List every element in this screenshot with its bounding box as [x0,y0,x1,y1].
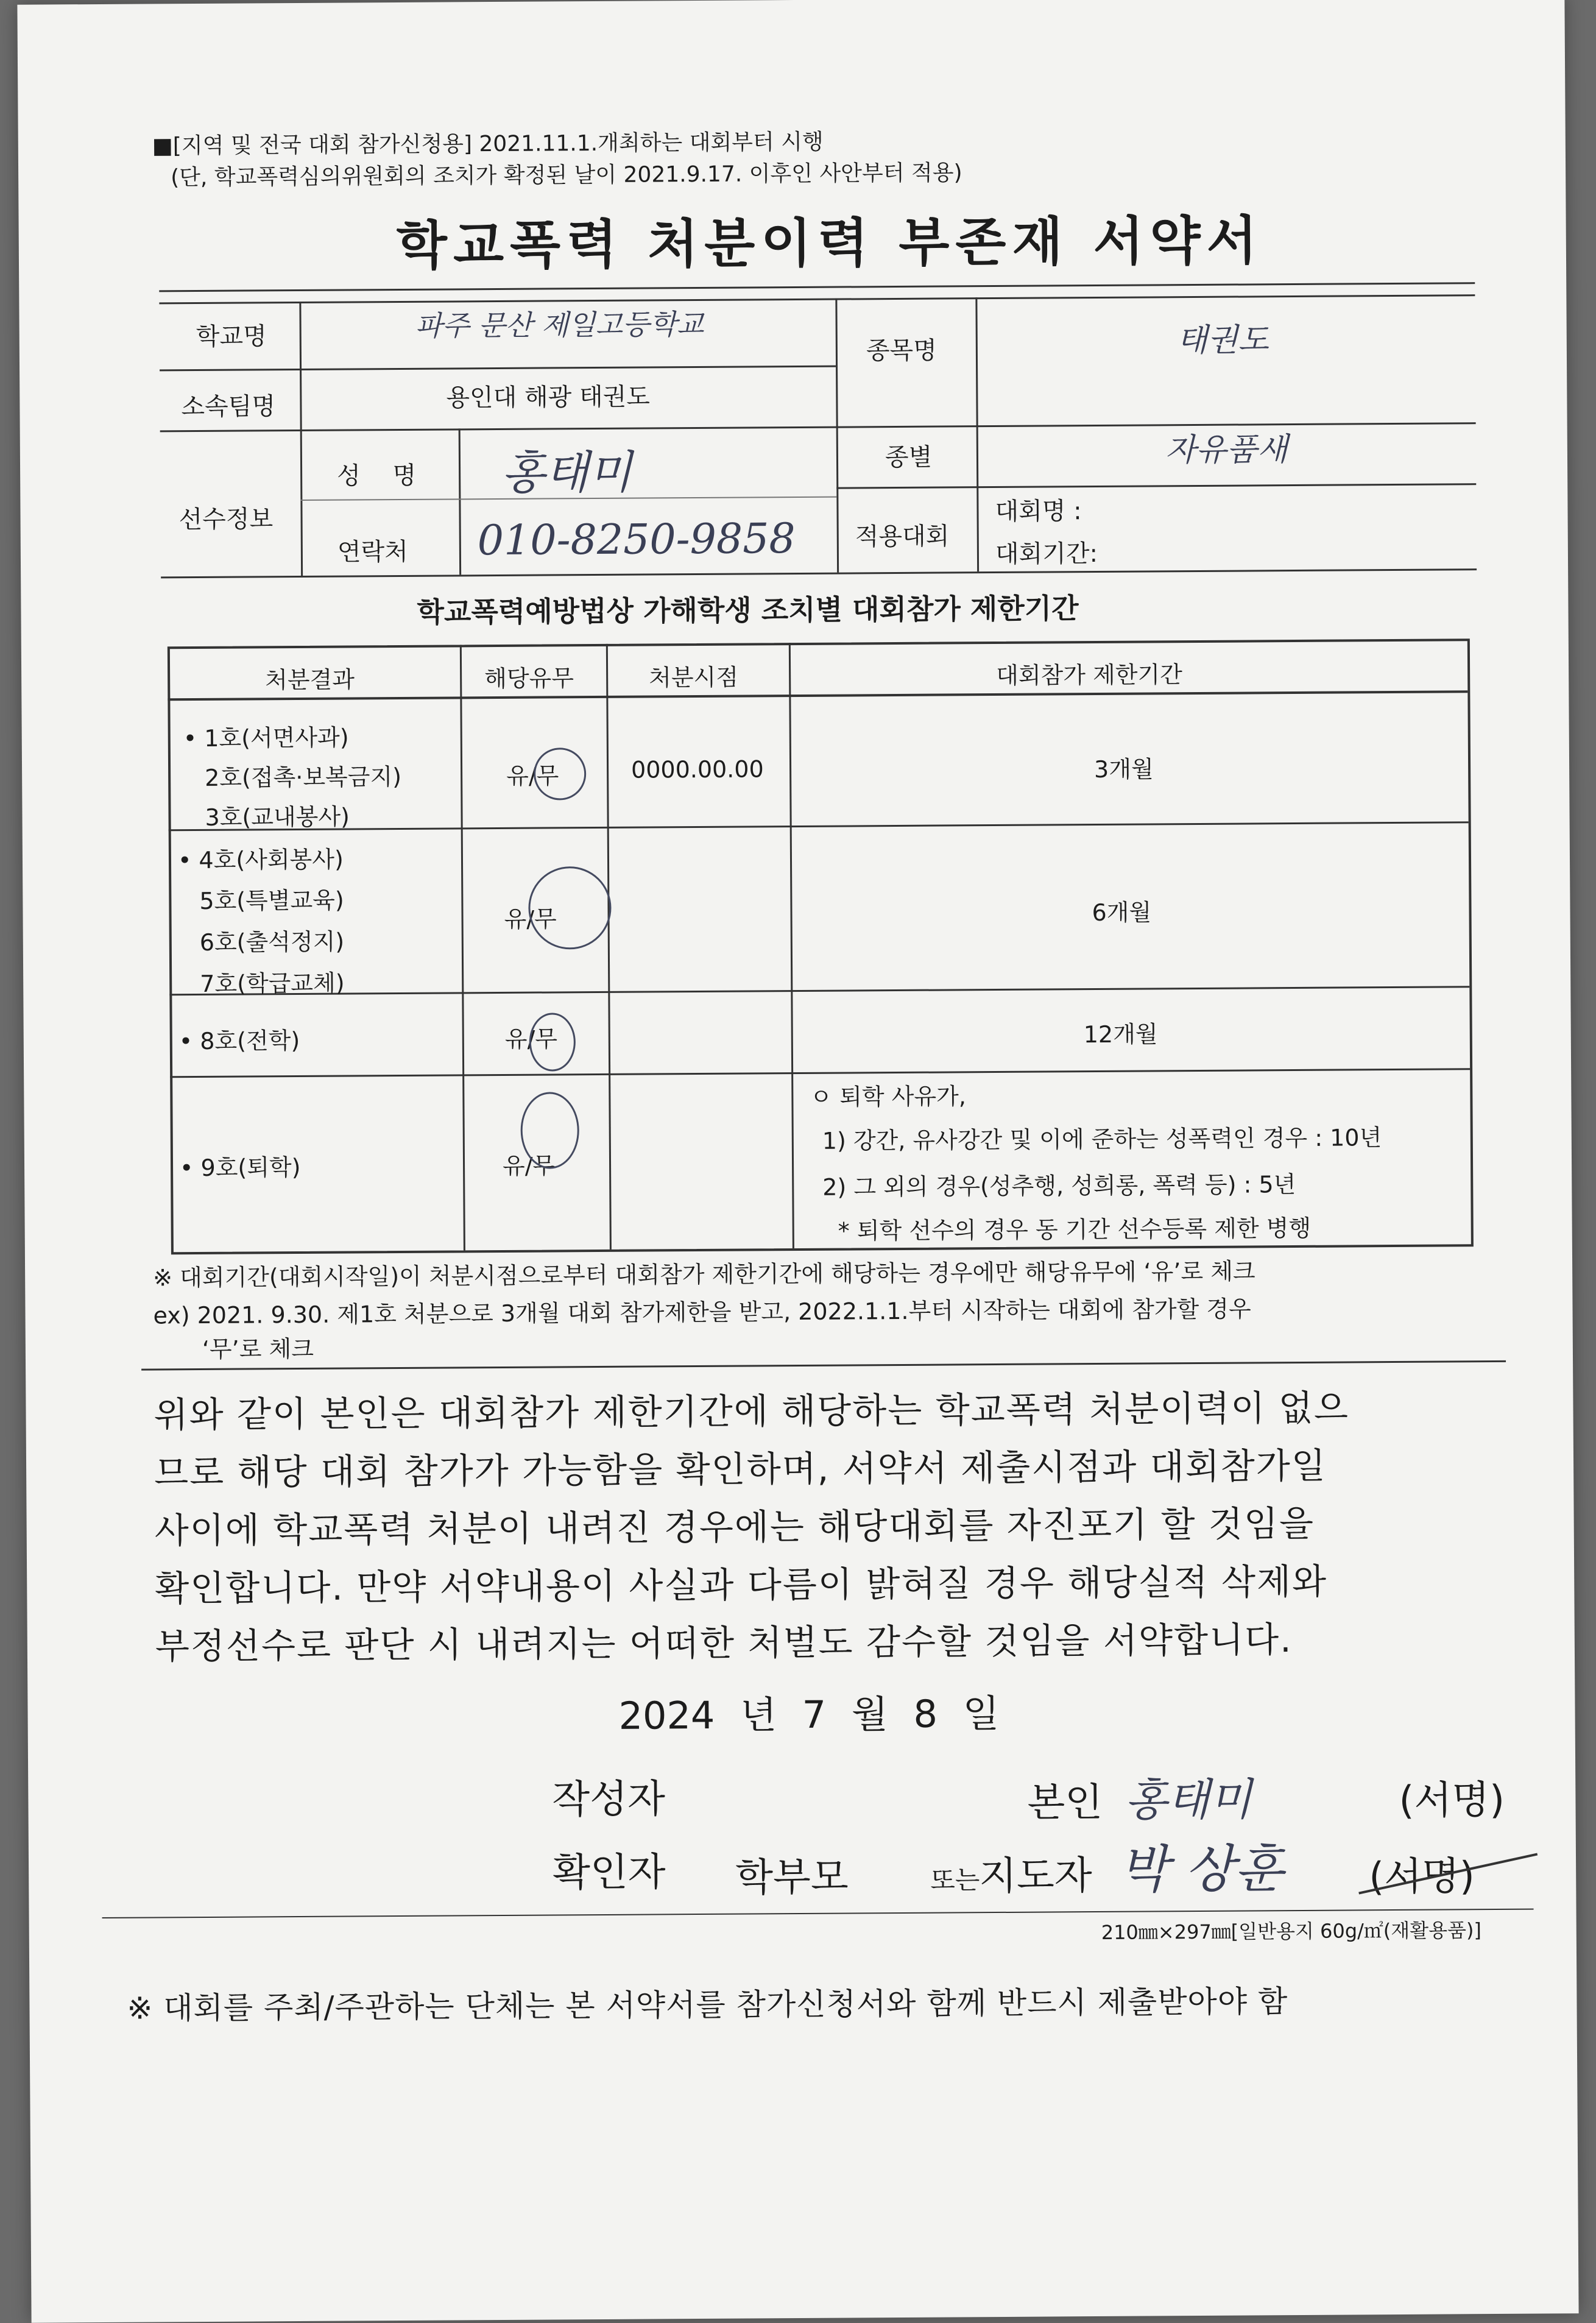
pledge-line-4: 확인합니다. 만약 서약내용이 사실과 다름이 밝혀질 경우 해당실적 삭제와 [155,1560,1328,1610]
table-row-3-period: 12개월 [1083,1020,1158,1048]
table-row-1-period: 3개월 [1093,755,1154,783]
note-line-2: ex) 2021. 9.30. 제1호 처분으로 3개월 대회 참가제한을 받고, 2022.1.1.부터 시작하는 대회에 참가할 경우 [153,1295,1251,1329]
info-bottom-line [161,568,1477,578]
footer-note: ※ 대회를 주최/주관하는 단체는 본 서약서를 참가신청서와 함께 반드시 제출받아야 함 [127,1984,1288,2026]
section-subtitle: 학교폭력예방법상 가해학생 조치별 대회참가 제한기간 [417,592,1079,629]
info-top-line [159,294,1475,304]
event-label: 종별 [885,443,933,472]
header-line-2: (단, 학교폭력심의위원회의 조치가 확정된 날이 2021.9.17. 이후인 사안부터 적용) [171,160,962,191]
coach-label: 지도자 [978,1853,1092,1900]
event-value: 자유품새 [1165,431,1288,469]
table-row-1-item-1: • 1호(서면사과) [183,724,349,752]
name-value: 홍태미 [501,446,632,500]
date-month-unit: 월 [851,1692,889,1737]
table-row-2-yn: 유/무 [504,905,557,933]
sign-mark-1: (서명) [1399,1777,1505,1823]
pledge-line-3: 사이에 학교폭력 처분이 내려진 경우에는 해당대회를 자진포기 할 것임을 [154,1502,1315,1552]
table-row-4-period-line-2: 1) 강간, 유사강간 및 이에 준하는 성폭력인 경우 : 10년 [822,1124,1382,1154]
info-vline-3 [835,299,839,573]
pledge-line-1: 위와 같이 본인은 대회참가 제한기간에 해당하는 학교폭력 처분이력이 없으 [154,1387,1350,1436]
applied-competition-label: 적용대회 [855,522,950,551]
table-row-1-item-3: 3호(교내봉사) [205,803,350,831]
table-row-4-period-line-4: * 퇴학 선수의 경우 동 기간 선수등록 제한 병행 [838,1214,1312,1245]
table-header-period: 대회참가 제한기간 [996,661,1183,689]
table-row-4-period-line-3: 2) 그 외의 경우(성추행, 성희롱, 폭력 등) : 5년 [822,1171,1296,1201]
date-day-unit: 일 [962,1691,1000,1736]
pledge-line-5: 부정선수로 판단 시 내려지는 어떠한 처벌도 감수할 것임을 서약합니다. [155,1619,1293,1667]
table-row-4-item-1: • 9호(퇴학) [179,1153,301,1182]
table-header-result: 처분결과 [265,666,355,694]
circle-mark-icon [534,748,587,801]
table-row-1-yn: 유/무 [506,762,559,790]
table-header-date: 처분시점 [649,663,739,691]
document-title: 학교폭력 처분이력 부존재 서약서 [396,210,1264,277]
note-line-3: ‘무’로 체크 [202,1335,314,1363]
table-row-1-date: 0000.00.00 [630,755,764,783]
team-value: 용인대 해광 태권도 [446,383,651,412]
info-line-3 [836,483,1476,489]
school-label: 학교명 [196,322,267,352]
date-month: 7 [802,1692,827,1737]
sign-mark-2: (서명) [1368,1854,1475,1900]
table-row-4-yn: 유/무 [502,1152,556,1179]
table-row-3-yn: 유/무 [504,1025,558,1053]
player-info-label: 선수정보 [178,505,274,534]
competition-period-label: 대회기간: [995,539,1098,569]
date-year-unit: 년 [740,1692,777,1738]
table-row-1-item-2: 2호(접촉·보복금지) [205,763,402,791]
sport-value: 태권도 [1176,322,1269,359]
info-line-1 [160,366,836,372]
header-line-1: ■[지역 및 전국 대회 참가신청용] 2021.11.1.개최하는 대회부터 시행 [152,129,824,159]
paper-spec: 210㎜×297㎜[일반용지 60g/㎡(재활용품)] [1101,1918,1482,1944]
table-row-2-period: 6개월 [1092,899,1152,927]
table-row-2-item-3: 6호(출석정지) [199,928,345,956]
confirmer-label: 확인자 [552,1850,666,1896]
table-row-2-item-4: 7호(학급교체) [200,969,345,997]
circle-mark-icon [520,1092,579,1169]
info-vline-4 [975,297,979,571]
or-label: 또는 [930,1865,980,1895]
team-label: 소속팀명 [181,392,276,422]
parent-label: 학부모 [735,1855,849,1901]
circle-mark-icon [529,1013,576,1071]
notes-divider [141,1360,1506,1371]
disposition-table [168,638,1474,1254]
date-year: 2024 [618,1692,715,1738]
note-line-1: ※ 대회기간(대회시작일)이 처분시점으로부터 대회참가 제한기간에 해당하는 경우에만 해당유무에 ‘유’로 체크 [153,1257,1255,1292]
competition-name-label: 대회명 : [995,497,1082,526]
document-page [17,0,1578,2323]
coach-signature: 박 상훈 [1118,1839,1284,1900]
info-vline-1 [299,302,303,576]
sport-label: 종목명 [866,336,937,366]
self-label: 본인 [1027,1780,1103,1826]
table-row-3-item-1: • 8호(전학) [178,1027,300,1055]
date-day: 8 [913,1691,938,1736]
info-vline-2 [459,428,461,575]
table-header-applicable: 해당유무 [484,665,574,693]
phone-value: 010-8250-9858 [477,515,796,565]
title-underline [159,282,1475,292]
table-row-2-item-2: 5호(특별교육) [199,886,344,914]
phone-label: 연락처 [337,537,408,567]
pledge-line-2: 므로 해당 대회 참가가 가능함을 확인하며, 서약서 제출시점과 대회참가일 [154,1444,1327,1494]
circle-mark-icon [528,866,612,950]
self-signature: 홍태미 [1125,1773,1252,1826]
writer-label: 작성자 [552,1777,666,1823]
name-label: 성 명 [336,461,429,490]
signing-date [618,1683,1000,1740]
table-row-4-period-line-1: ㅇ 퇴학 사유가, [810,1083,967,1111]
table-row-2-item-1: • 4호(사회봉사) [177,846,344,874]
school-value: 파주 문산 제일고등학교 [415,307,704,342]
